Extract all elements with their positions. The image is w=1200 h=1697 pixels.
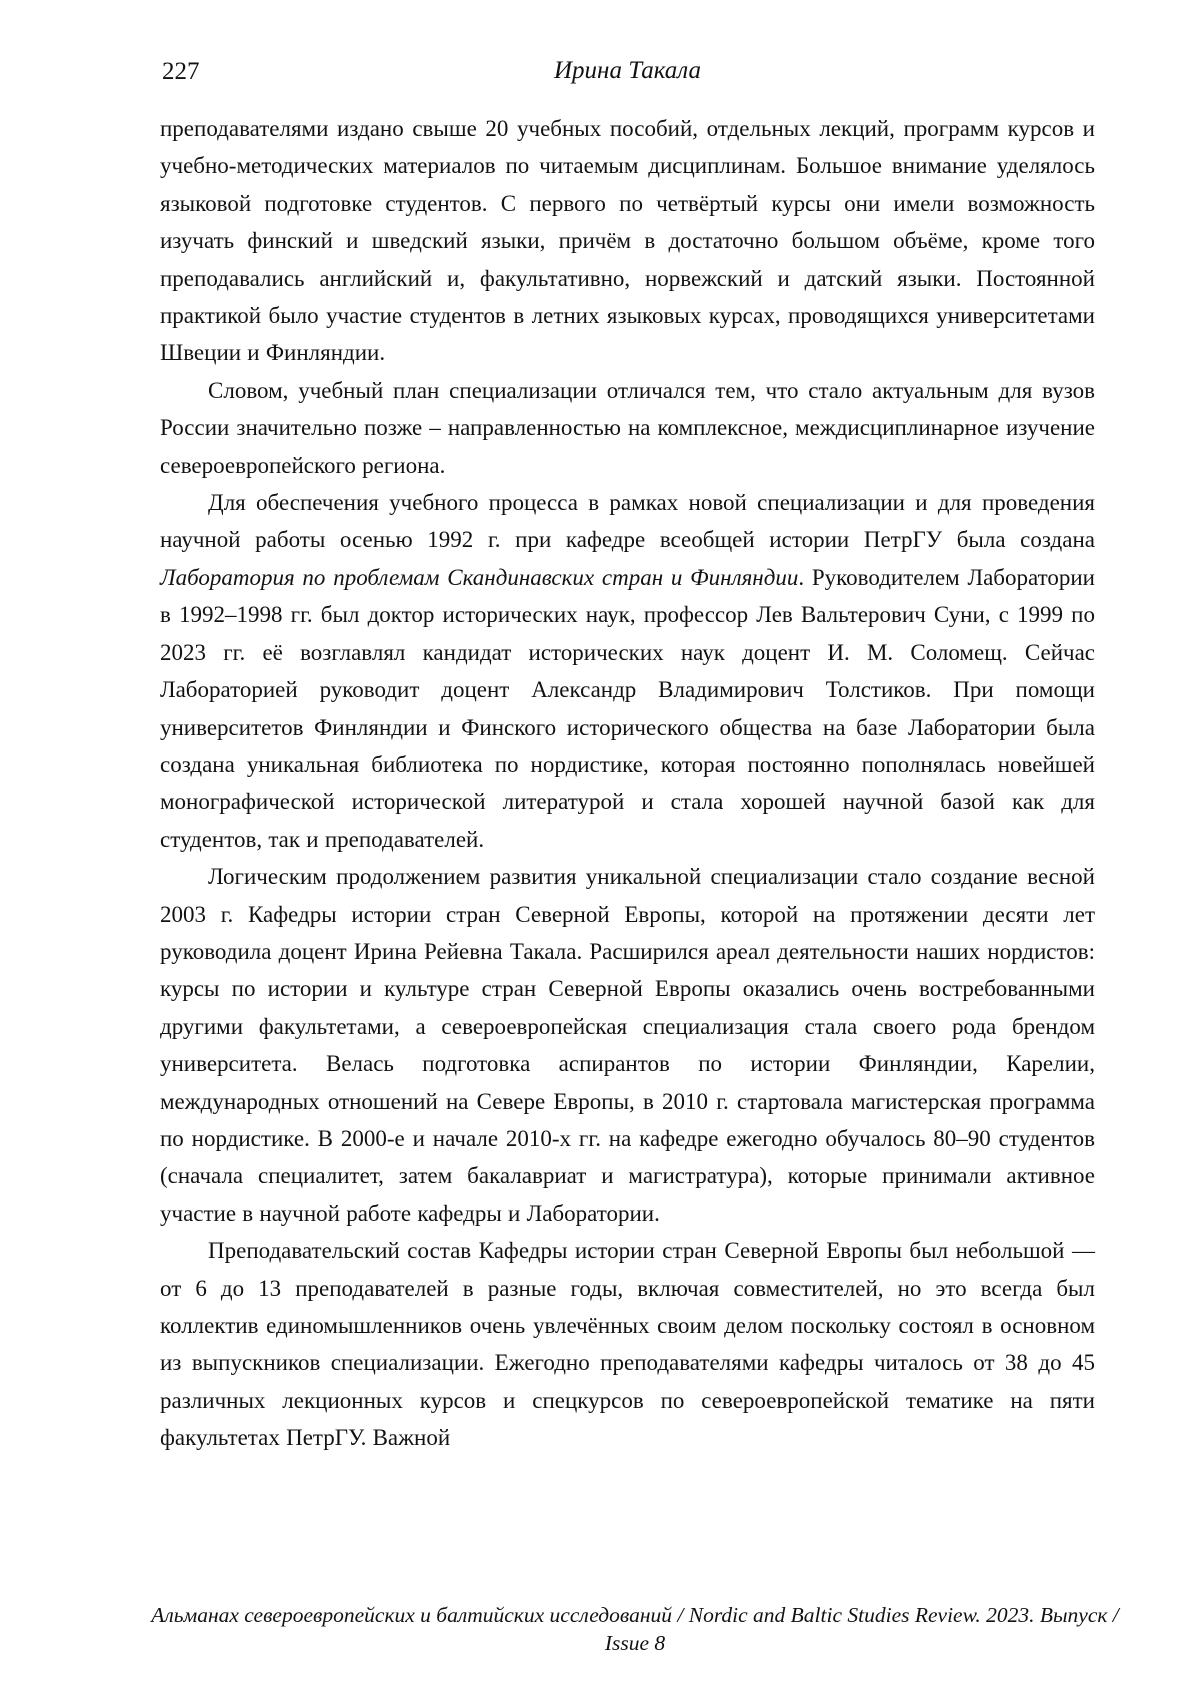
paragraph [160,372,1095,484]
page-number: 227 [162,58,200,85]
journal-footer: Альманах североевропейских и балтийских исследований / Nordic and Baltic Studies Review. 2023. Выпуск / Issue 8 [151,1603,1119,1655]
italic-run: Лаборатория по проблемам Скандинавских стран и Финляндии [160,564,799,590]
body-text [160,110,1095,1457]
text-run: преподавателями издано свыше 20 учебных пособий, отдельных лекций, программ курсов и учебно-методических материалов по читаемым дисциплинам. Большое внимание уделялось языковой подготовке студентов. С первого по четвёртый курсы они имели возможность изучать финский и шведский языки, причём в достаточно большом объёме, кроме того преподавались английский и, факультативно, норвежский и датский языки. Постоянной практикой было участие студентов в летних языковых курсах, проводящихся университетами Швеции и Финляндии. [160,116,1095,366]
text-run: Словом, учебный план специализации отличался тем, что стало актуальным для вузов России значительно позже – направленностью на комплексное, междисциплинарное изучение североевропейского региона. [160,377,1095,478]
paragraph [160,1232,1095,1456]
text-run: . Руководителем Лаборатории в 1992–1998 гг. был доктор исторических наук, профессор Лев Вальтерович Суни, с 1999 по 2023 гг. её возглавлял кандидат исторических наук доцент И. М. Соломещ. Сейчас Лабораторией руководит доцент Александр Владимирович Толстиков. При помощи университетов Финляндии и Финского исторического общества на базе Лаборатории была создана уникальная библиотека по нордистике, которая постоянно пополнялась новейшей монографической исторической литературой и стала хорошей научной базой как для студентов, так и преподавателей. [160,564,1095,852]
text-run: Для обеспечения учебного процесса в рамках новой специализации и для проведения научной работы осенью 1992 г. при кафедре всеобщей истории ПетрГУ была создана [160,490,1095,553]
paragraph [160,110,1095,372]
text-run: Логическим продолжением развития уникальной специализации стало создание весной 2003 г. Кафедры истории стран Северной Европы, которой на протяжении десяти лет руководила доцент Ирина Рейевна Такала. Расширился ареал деятельности наших нордистов: курсы по истории и культуре стран Северной Европы оказались очень востребованными другими факультетами, а североевропейская специализация стала своего рода брендом университета. Велась подготовка аспирантов по истории Финляндии, Карелии, международных отношений на Севере Европы, в 2010 г. стартовала магистерская программа по нордистике. В 2000-е и начале 2010-х гг. на кафедре ежегодно обучалось 80–90 студентов (сначала специалитет, затем бакалавриат и магистратура), которые принимали активное участие в научной работе кафедры и Лаборатории. [160,864,1095,1226]
text-run: Преподавательский состав Кафедры истории стран Северной Европы был небольшой — от 6 до 13 преподавателей в разные годы, включая совместителей, но это всегда был коллектив единомышленников очень увлечённых своим делом поскольку состоял в основном из выпускников специализации. Ежегодно преподавателями кафедры читалось от 38 до 45 различных лекционных курсов и спецкурсов по североевропейской тематике на пяти факультетах ПетрГУ. Важной [160,1238,1095,1451]
page-header [160,57,1095,93]
paragraph [160,484,1095,858]
paragraph [160,858,1095,1232]
running-head-author: Ирина Такала [554,57,701,84]
